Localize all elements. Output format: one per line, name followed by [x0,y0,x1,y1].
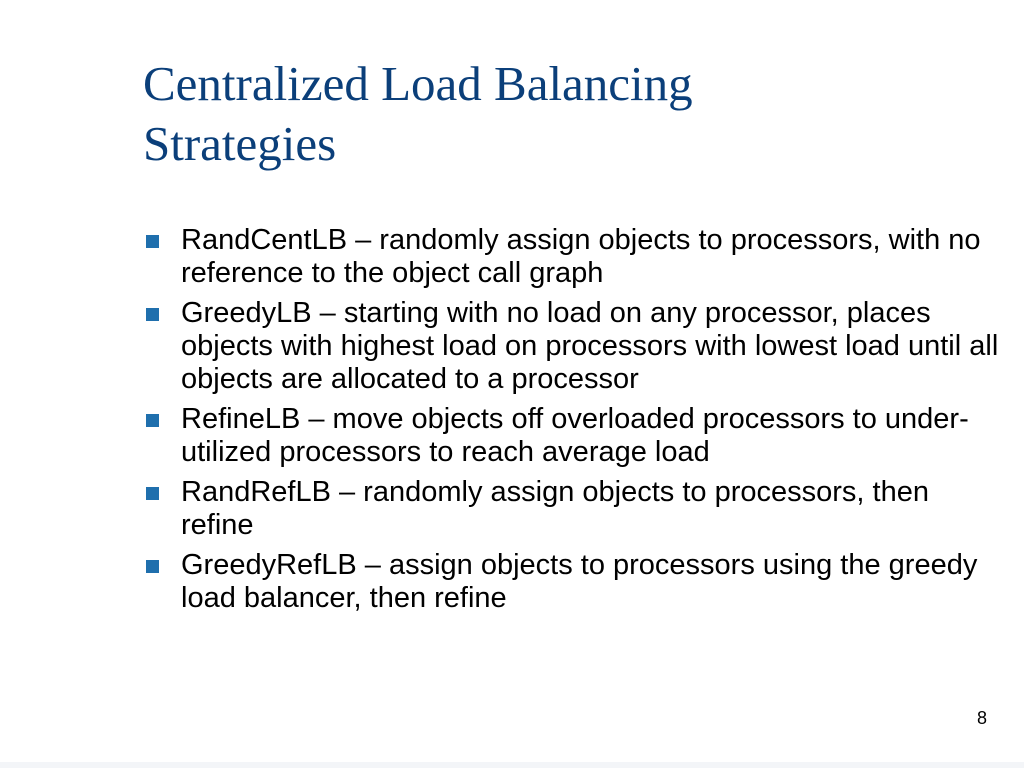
square-bullet-icon [146,560,159,573]
slide-title [143,54,963,174]
bullet-item-greedylb [143,297,1003,396]
bullet-text: RandCentLB – randomly assign objects to processors, with no reference to the object call graph [181,224,981,289]
bullet-text: GreedyRefLB – assign objects to processors using the greedy load balancer, then refine [181,549,978,614]
square-bullet-icon [146,487,159,500]
bullet-list [143,224,1003,622]
square-bullet-icon [146,235,159,248]
bullet-item-randreflb [143,476,1003,542]
slide-title-line-1: Centralized Load Balancing [143,56,693,111]
square-bullet-icon [146,414,159,427]
bullet-text: RandRefLB – randomly assign objects to processors, then refine [181,476,929,541]
square-bullet-icon [146,308,159,321]
bullet-text: RefineLB – move objects off overloaded processors to under-utilized processors to reach average load [181,403,969,468]
page-number: 8 [976,708,987,728]
bottom-divider [0,762,1024,768]
bullet-item-refinelb [143,403,1003,469]
bullet-item-randcentlb [143,224,1003,290]
bullet-item-greedyreflb [143,549,1003,615]
bullet-text: GreedyLB – starting with no load on any processor, places objects with highest load on processors with lowest load until all objects are allocated to a processor [181,297,999,395]
slide-title-line-2: Strategies [143,116,337,171]
